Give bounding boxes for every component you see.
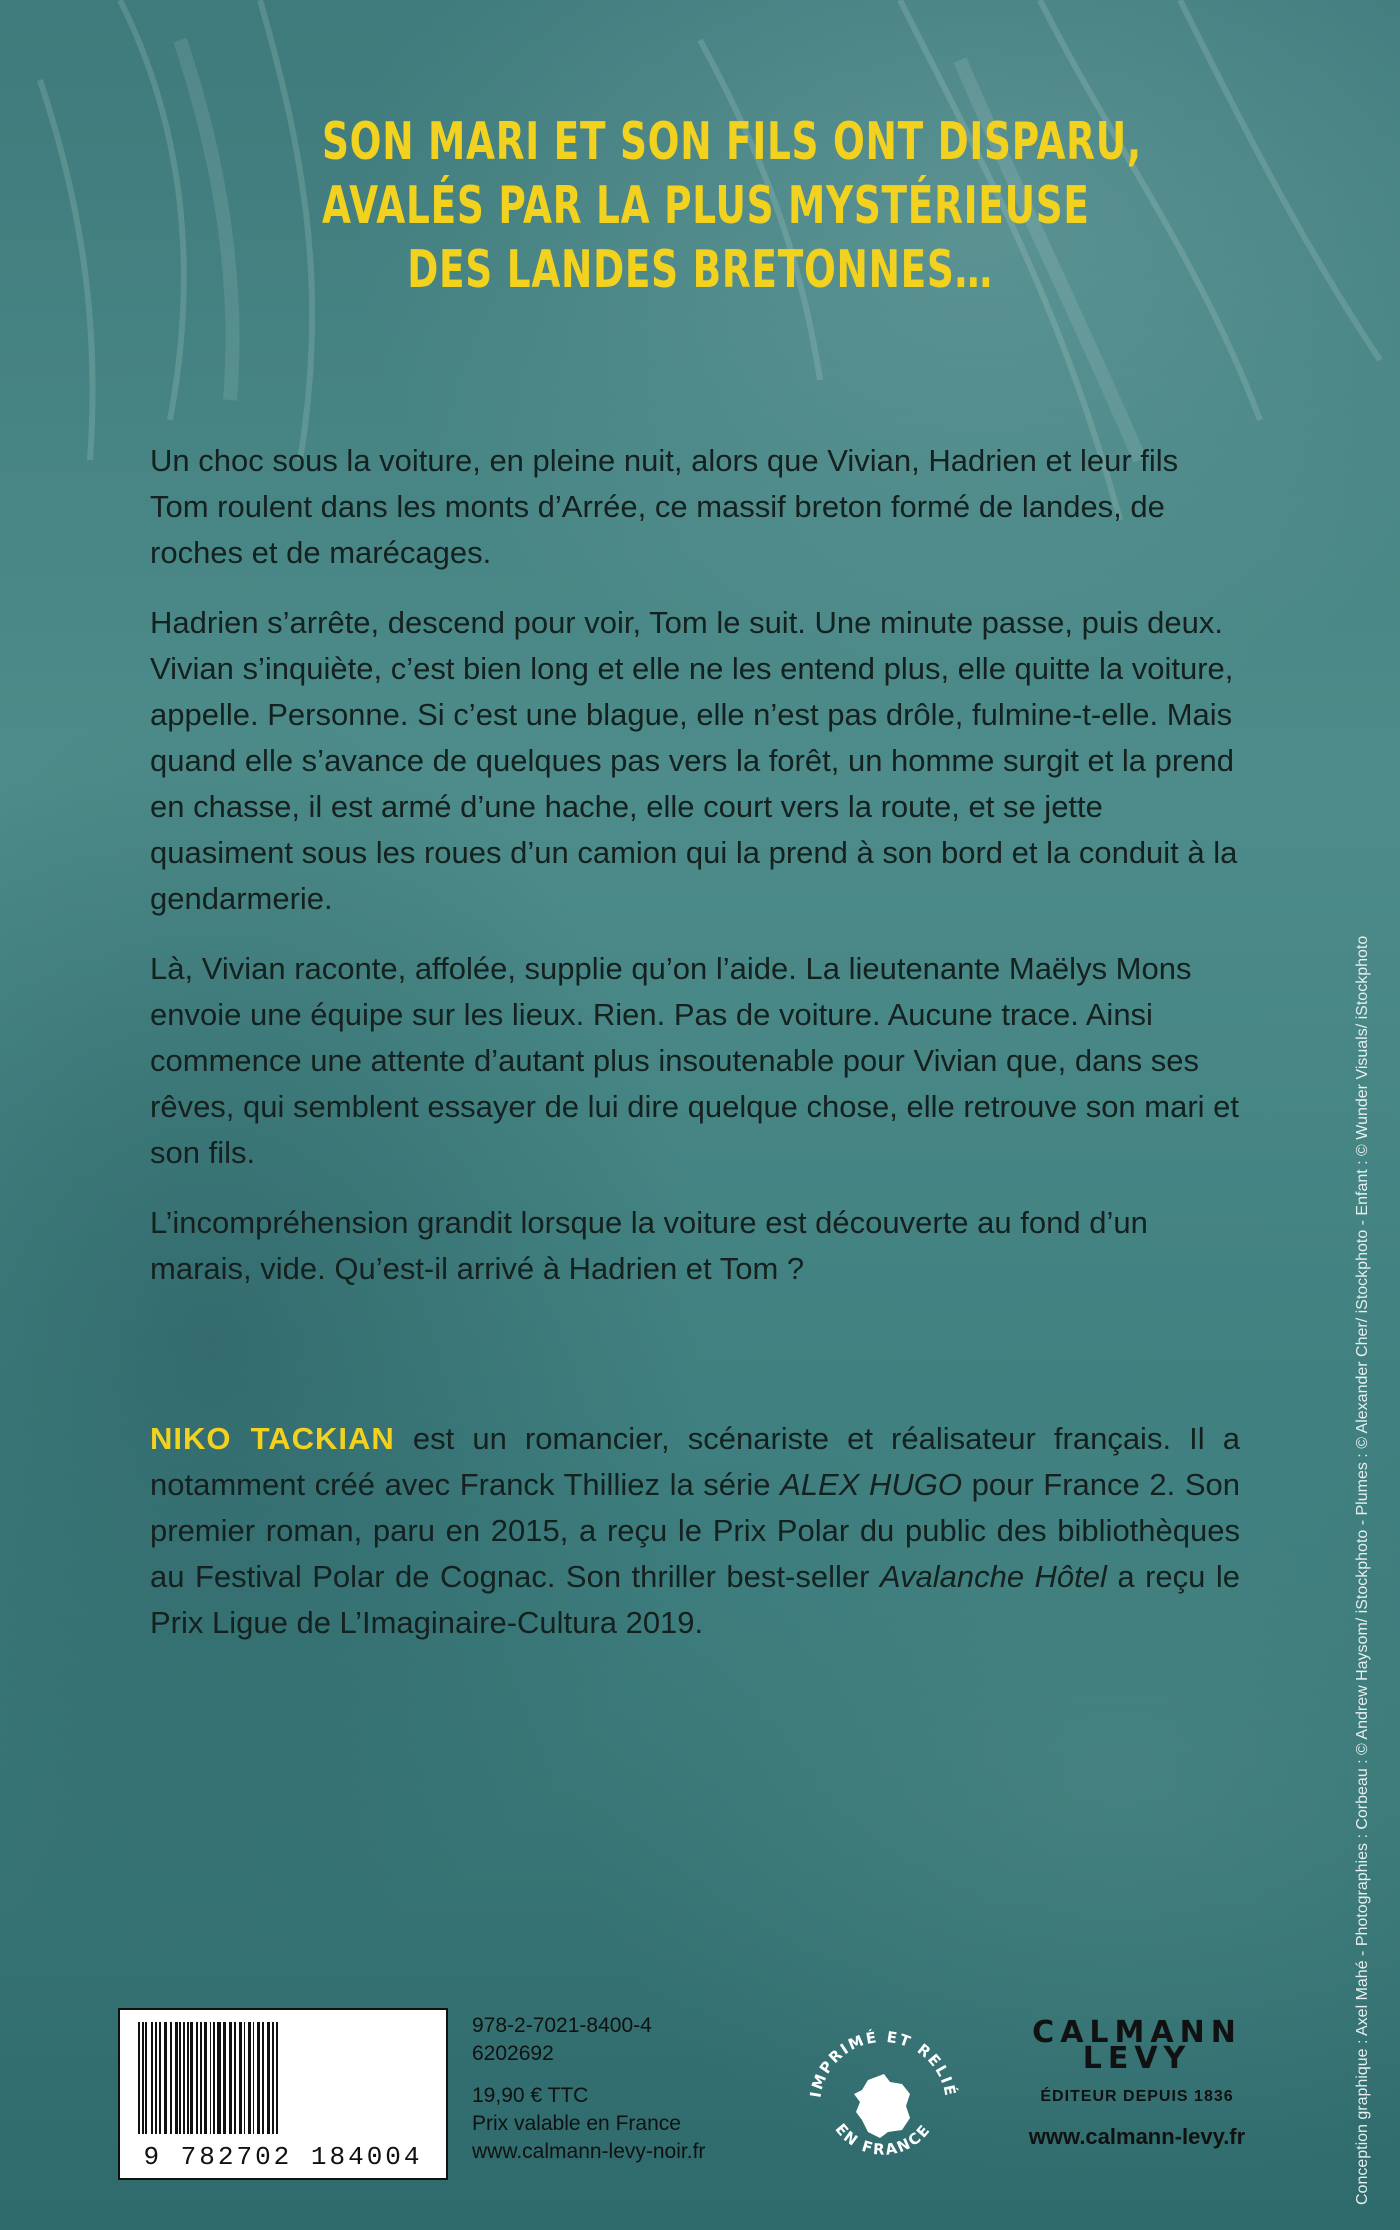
barcode-bar [229, 2022, 232, 2134]
barcode-bar [183, 2022, 185, 2134]
summary-paragraph-3: Là, Vivian raconte, affolée, supplie qu’on l’aide. La lieutenante Maëlys Mons envoie une équipe sur les lieux. Rien. Pas de voiture. Aucune trace. Ainsi commence une attente d’autant plus insoutenable pour Vivian que, dans ses rêves, qui semblent essayer de lui dire quelque chose, elle retrouve son mari et son fils. [150, 951, 1240, 1170]
barcode-bar [145, 2022, 147, 2134]
barcode-bar [170, 2022, 172, 2134]
summary-paragraph-2: Hadrien s’arrête, descend pour voir, Tom le suit. Une minute passe, puis deux. Vivian s’inquiète, c’est bien long et elle ne les entend plus, elle quitte la voiture, appelle. Personne. Si c’est une blague, elle n’est pas drôle, fulmine-t-elle. Mais quand elle s’avance de quelques pas vers la forêt, un homme surgit et la prend en chasse, il est armé d’une hache, elle court vers la route, et se jette quasiment sous les roues d’un camion qui la prend à son bord et la conduit à la gendarmerie. [150, 605, 1238, 916]
barcode-bar [155, 2022, 157, 2134]
barcode-bar [196, 2022, 198, 2134]
barcode-bar [234, 2022, 236, 2134]
barcode-bar [239, 2022, 242, 2134]
publisher-name-line-2: LEVY [1082, 2041, 1192, 2076]
barcode-bar [276, 2022, 278, 2134]
barcode-bar [262, 2022, 264, 2134]
isbn: 978-2-7021-8400-4 [472, 2014, 652, 2037]
seal-top-text: IMPRIMÉ ET RELIÉ [806, 2027, 960, 2100]
france-map-icon [854, 2074, 910, 2138]
summary-paragraph-4: L’incompréhension grandit lorsque la voiture est découverte au fond d’un marais, vide. Qu’est-il arrivé à Hadrien et Tom ? [150, 1205, 1148, 1286]
photo-credits: Conception graphique : Axel Mahé - Photographies : Corbeau : © Andrew Haysom/ iStockphoto - Plumes : © Alexander Cher/ iStockphoto - Enfant : © Wunder Visuals/ iStockphoto [1354, 935, 1371, 2205]
barcode-bar [217, 2022, 221, 2134]
author-bio [150, 1416, 1240, 1646]
headline-line-2: AVALÉS PAR LA PLUS MYSTÉRIEUSE [322, 176, 1090, 236]
seal-bottom-text: EN FRANCE [831, 2120, 935, 2159]
barcode-digits: 9 782702 184004 [143, 2142, 423, 2172]
barcode-bar [272, 2022, 274, 2134]
collection-url: www.calmann-levy-noir.fr [472, 2140, 706, 2163]
barcode-bar [187, 2022, 189, 2134]
barcode-bar [248, 2022, 251, 2134]
barcode-bar [190, 2022, 193, 2134]
summary [150, 438, 1240, 1316]
publisher-logo [1012, 2015, 1262, 2150]
headline-line-3: DES LANDES BRETONNES… [407, 240, 993, 300]
made-in-france-seal [798, 2020, 968, 2190]
publisher-name-line-1: CALMANN [1032, 2015, 1242, 2050]
barcode-bar [151, 2022, 153, 2134]
barcode-bar [204, 2022, 207, 2134]
barcode-bar [253, 2022, 254, 2134]
bio-text-2: pour France 2. Son premier roman, paru en 2015, a reçu le Prix Polar du public des bibliothèques au Festival Polar de Cognac. Son thriller best-seller [150, 1467, 1240, 1594]
barcode-bar [213, 2022, 215, 2134]
barcode-bar [159, 2022, 161, 2134]
barcode-bar [175, 2022, 178, 2134]
barcode-bar [164, 2022, 167, 2134]
barcode [118, 2008, 448, 2180]
product-code: 6202692 [472, 2042, 554, 2065]
author-name: NIKO TACKIAN [150, 1421, 395, 1456]
barcode-bar [210, 2022, 211, 2134]
series-title: ALEX HUGO [780, 1467, 962, 1502]
price: 19,90 € TTC [472, 2084, 589, 2107]
headline [322, 110, 1142, 302]
barcode-bar [179, 2022, 181, 2134]
publisher-url: www.calmann-levy.fr [1028, 2124, 1246, 2149]
barcode-bar [244, 2022, 245, 2134]
barcode-bar [223, 2022, 226, 2134]
barcode-bars [120, 2010, 446, 2140]
book-title: Avalanche Hôtel [879, 1559, 1107, 1594]
summary-paragraph-1: Un choc sous la voiture, en pleine nuit, alors que Vivian, Hadrien et leur fils Tom roulent dans les monts d’Arrée, ce massif breton formé de landes, de roches et de marécages. [150, 443, 1179, 570]
bio-text-1: est un romancier, scénariste et réalisateur français. Il a notamment créé avec Franck Thilliez la série [150, 1421, 1240, 1502]
product-info [472, 2012, 772, 2166]
barcode-bar [138, 2022, 140, 2134]
bio-text-3: a reçu le Prix Ligue de L’Imaginaire-Cultura 2019. [150, 1559, 1240, 1640]
barcode-bar [200, 2022, 202, 2134]
publisher-tagline: ÉDITEUR DEPUIS 1836 [1040, 2088, 1234, 2105]
barcode-bar [142, 2022, 144, 2134]
price-note: Prix valable en France [472, 2112, 681, 2135]
headline-line-1: SON MARI ET SON FILS ONT DISPARU, [322, 112, 1142, 172]
barcode-bar [267, 2022, 270, 2134]
barcode-bar [257, 2022, 260, 2134]
